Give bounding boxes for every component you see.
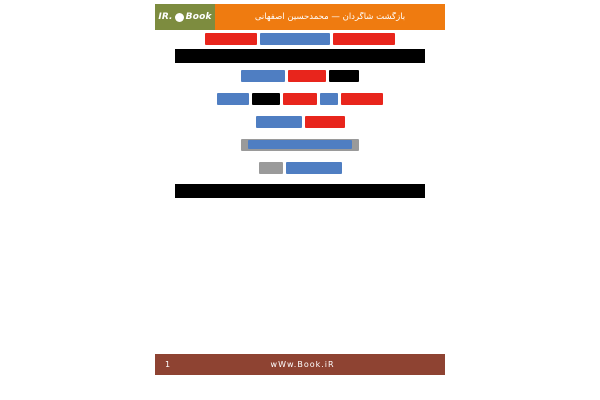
redaction-block	[259, 162, 283, 174]
redaction-block	[252, 93, 280, 105]
footer-site-text: wWw.Book.iR	[270, 360, 335, 369]
text-line	[155, 32, 445, 45]
footer-site-link[interactable]	[170, 360, 435, 369]
redaction-block	[256, 116, 302, 128]
redaction-block	[248, 140, 352, 149]
redaction-bar	[175, 184, 425, 198]
page-title: بازگشت شاگردان — محمدحسین اصفهانی	[254, 12, 406, 22]
logo-suffix: .IR	[158, 12, 173, 22]
document-body	[155, 32, 445, 204]
redaction-block	[329, 70, 359, 82]
redaction-block	[320, 93, 338, 105]
redaction-block	[286, 162, 342, 174]
logo-text: Book	[185, 12, 212, 22]
page-number: 1	[165, 360, 171, 369]
text-line	[155, 138, 445, 151]
redaction-block	[260, 33, 330, 45]
site-logo[interactable]	[155, 4, 215, 30]
redaction-block	[283, 93, 317, 105]
redaction-block-highlighted	[241, 139, 359, 151]
page-footer	[155, 354, 445, 375]
text-line	[155, 115, 445, 128]
redaction-block	[205, 33, 257, 45]
redaction-block	[305, 116, 345, 128]
redaction-block	[341, 93, 383, 105]
text-line	[155, 69, 445, 82]
text-line	[155, 92, 445, 105]
text-line	[155, 161, 445, 174]
redaction-bar	[175, 49, 425, 63]
redaction-block	[333, 33, 395, 45]
circle-dot-icon	[175, 13, 184, 22]
document-page	[155, 0, 445, 400]
page-header	[155, 4, 445, 30]
redaction-block	[217, 93, 249, 105]
redaction-block	[241, 70, 285, 82]
redaction-block	[288, 70, 326, 82]
